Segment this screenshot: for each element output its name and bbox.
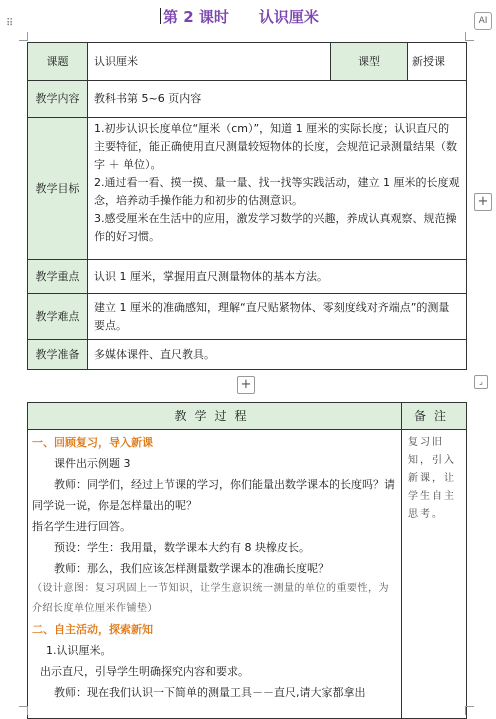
- lesson-plan-table: [27, 42, 467, 370]
- corner-mark: [19, 32, 28, 41]
- preparation-value[interactable]: 多媒体课件、直尺教具。: [88, 340, 467, 370]
- preparation-label: 教学准备: [28, 340, 88, 370]
- section-heading: 一、回顾复习，导入新课: [32, 436, 153, 449]
- content-label: 教学内容: [28, 81, 88, 118]
- corner-mark: [465, 32, 474, 41]
- process-line: 教师：那么，我们应该怎样测量数学课本的准确长度呢？: [54, 562, 329, 575]
- notes-cell[interactable]: 复习旧知，引入新课，让学生自主思考。: [402, 430, 467, 719]
- teaching-process-table: [27, 402, 467, 719]
- lesson-number: 第 2 课时: [163, 8, 229, 26]
- goal-item: 3.感受厘米在生活中的应用，激发学习数学的兴趣，养成认真观察、规范操作的好习惯。: [94, 212, 457, 243]
- table-resize-icon[interactable]: ⌟: [474, 375, 488, 389]
- content-value[interactable]: 教科书第 5~6 页内容: [88, 81, 467, 118]
- process-line: 1.认识厘米。: [46, 644, 112, 657]
- process-line: 教师：现在我们认识一下简单的测量工具－－直尺,请大家都拿出: [54, 686, 366, 699]
- process-line: 预设：学生：我用量，数学课本大约有 8 块橡皮长。: [54, 541, 310, 554]
- topic-label: 课题: [28, 43, 88, 81]
- key-point-value[interactable]: 认识 1 厘米，掌握用直尺测量物体的基本方法。: [88, 260, 467, 294]
- notes-header: 备注: [402, 403, 467, 430]
- corner-mark: [19, 706, 28, 715]
- ai-assistant-button[interactable]: AI: [474, 12, 492, 30]
- drag-handle-icon[interactable]: ⠿: [6, 18, 15, 29]
- add-column-button[interactable]: +: [474, 193, 492, 211]
- process-line: 出示直尺，引导学生明确探究内容和要求。: [40, 665, 249, 678]
- process-line: 课件出示例题 3: [54, 457, 131, 470]
- corner-mark: [465, 706, 474, 715]
- process-line: 教师：同学们，经过上节课的学习，你们能量出数学课本的长度吗？请同学说一说，你是怎样量出的呢？: [32, 478, 395, 512]
- process-header: 教学过程: [28, 403, 402, 430]
- design-intent: （设计意图：复习巩固上一节知识，让学生意识统一测量的单位的重要性，为介绍长度单位厘米作铺垫）: [32, 583, 389, 614]
- page-title: [160, 6, 370, 27]
- add-row-button[interactable]: +: [237, 376, 255, 394]
- goals-label: 教学目标: [28, 118, 88, 260]
- topic-value[interactable]: 认识厘米: [88, 43, 331, 81]
- process-line: 指名学生进行回答。: [32, 520, 131, 533]
- section-heading: 二、自主活动，探索新知: [32, 623, 153, 636]
- difficulty-label: 教学难点: [28, 294, 88, 340]
- goal-item: 1.初步认识长度单位“厘米（cm）”，知道 1 厘米的实际长度；认识直尺的主要特征，能正确使用直尺测量较短物体的长度，会规范记录测量结果（数字 ＋ 单位）。: [94, 122, 457, 171]
- goals-value[interactable]: [88, 118, 467, 260]
- key-point-label: 教学重点: [28, 260, 88, 294]
- goal-item: 2.通过看一看、摸一摸、量一量、找一找等实践活动，建立 1 厘米的长度观念，培养动手操作能力和初步的估测意识。: [94, 176, 460, 207]
- process-body[interactable]: [28, 430, 402, 719]
- lesson-topic: 认识厘米: [258, 8, 319, 26]
- type-label: 课型: [331, 43, 408, 81]
- type-value[interactable]: 新授课: [408, 43, 467, 81]
- difficulty-value[interactable]: 建立 1 厘米的准确感知，理解“直尺贴紧物体、零刻度线对齐端点”的测量要点。: [88, 294, 467, 340]
- text-cursor: [160, 8, 161, 24]
